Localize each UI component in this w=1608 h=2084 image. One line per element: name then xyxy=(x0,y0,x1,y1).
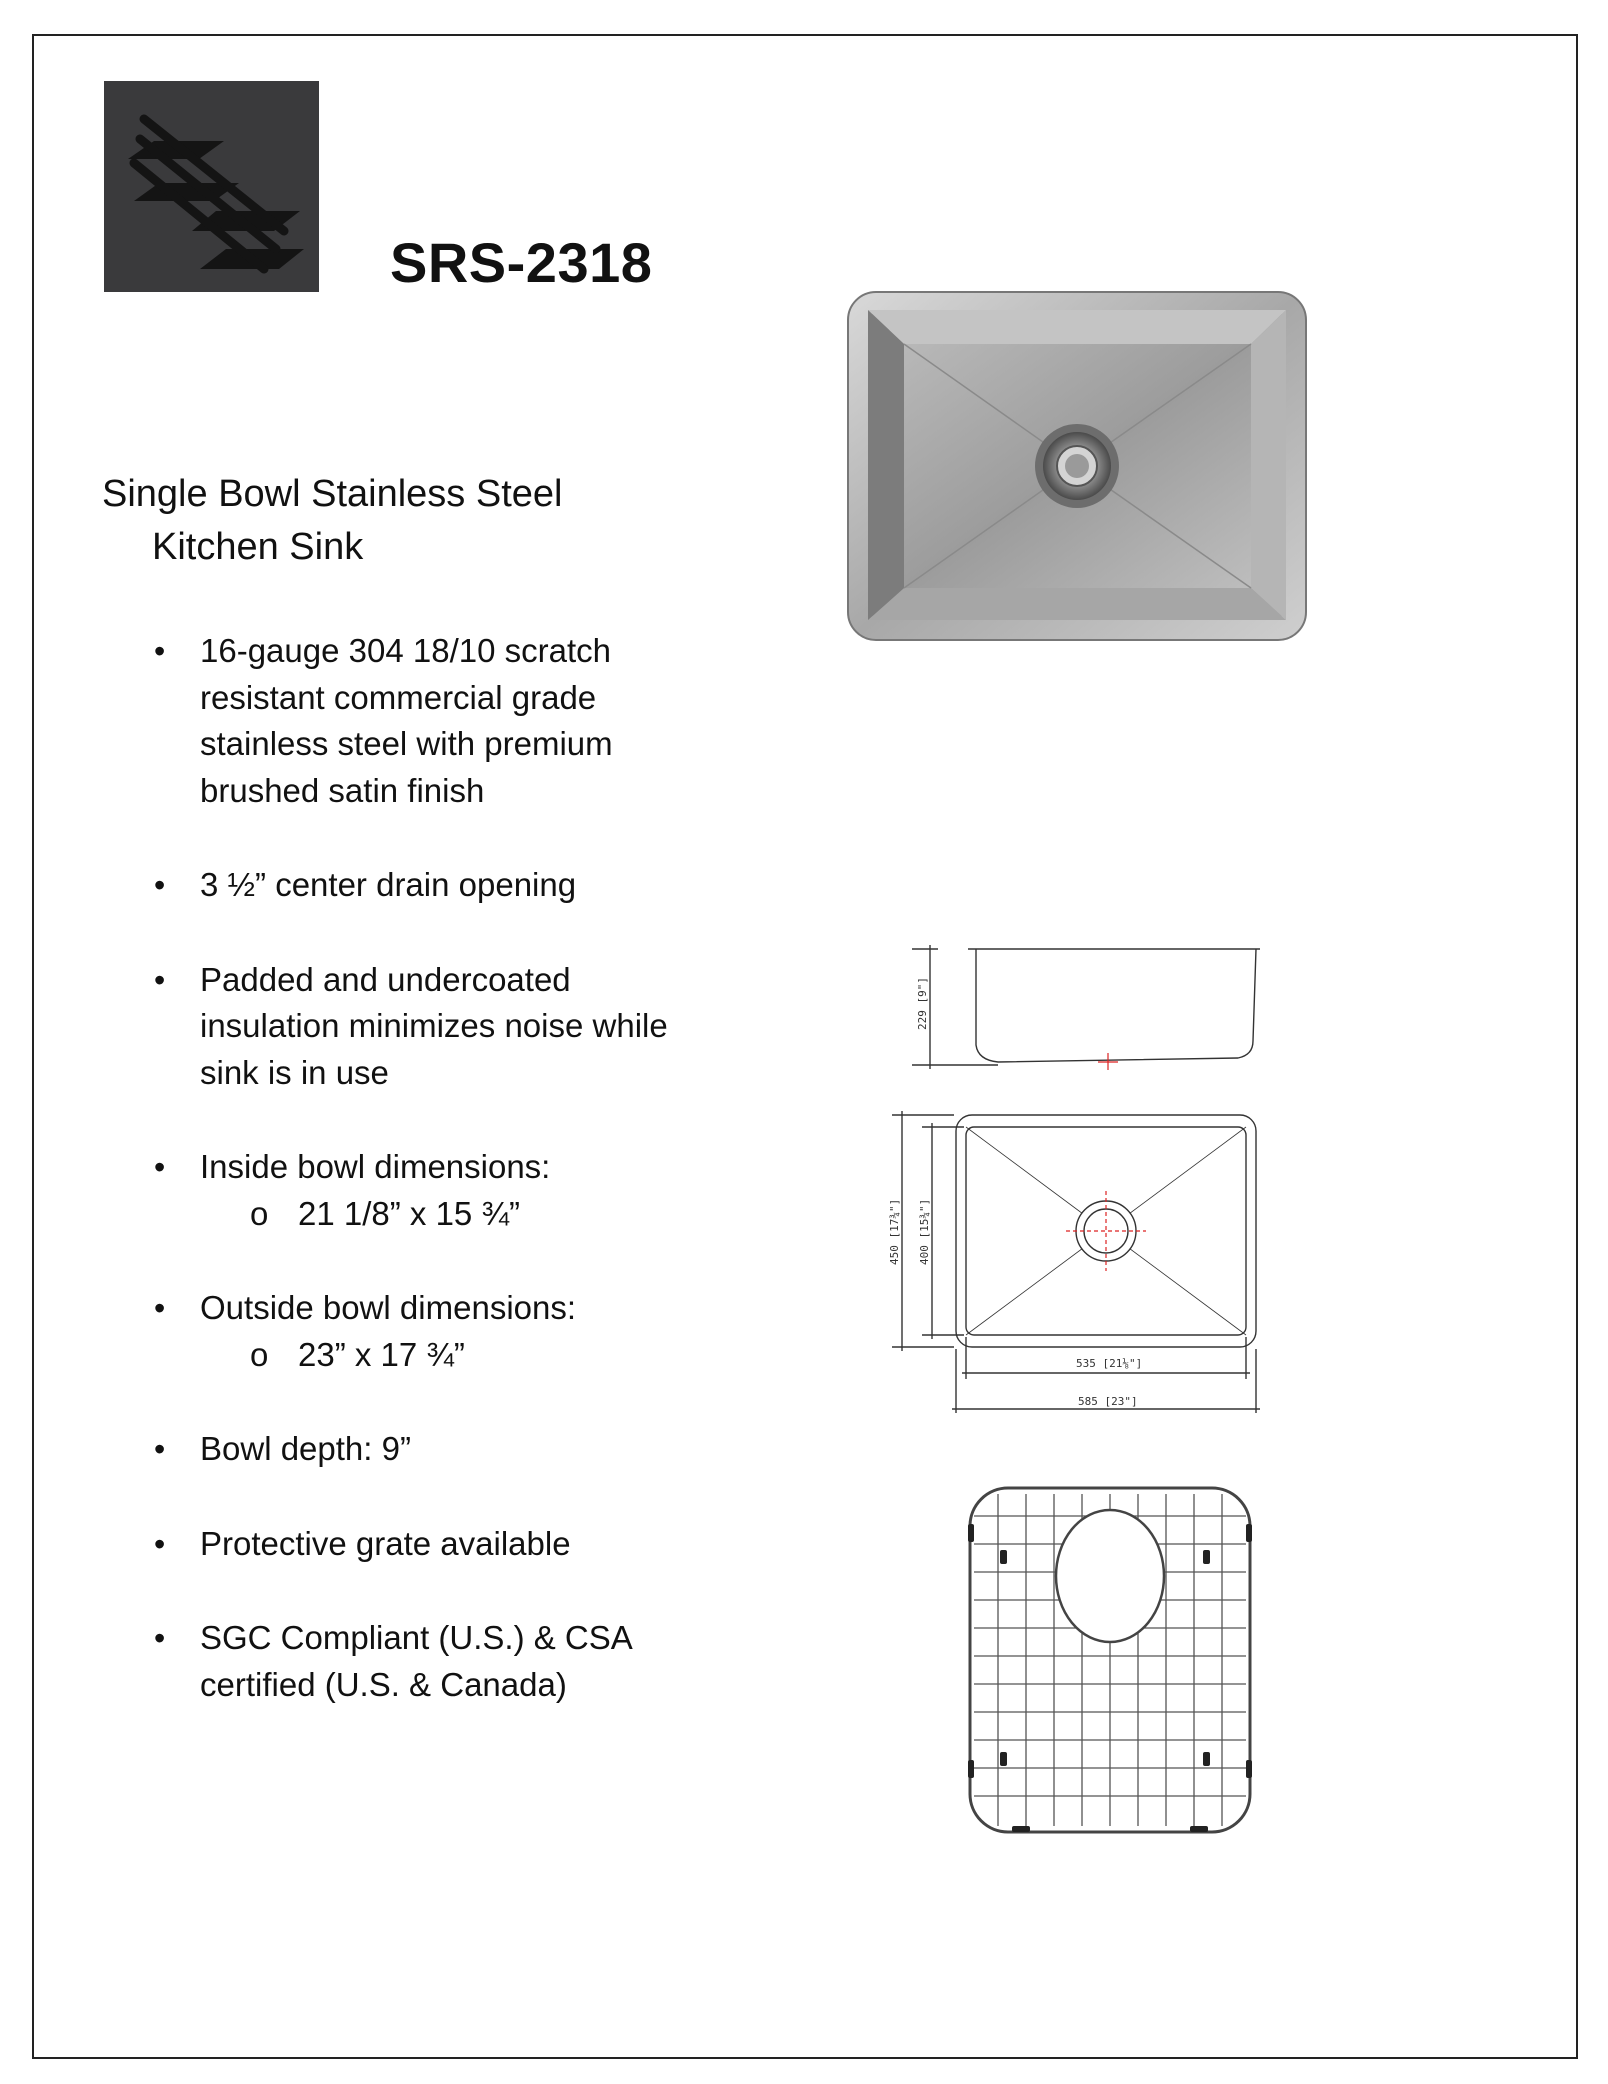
feature-text: Bowl depth: 9” xyxy=(200,1430,411,1467)
inner-width-label: 535 [21⅛"] xyxy=(1076,1357,1143,1370)
feature-text: 3 ½” center drain opening xyxy=(200,866,577,903)
bullet-icon: • xyxy=(154,1620,166,1656)
feature-list xyxy=(150,628,670,1708)
feature-item xyxy=(150,1521,670,1568)
sub-bullet-icon: o xyxy=(250,1194,269,1232)
feature-text: Protective grate available xyxy=(200,1524,571,1562)
bullet-icon: • xyxy=(154,867,166,903)
feature-item xyxy=(150,1144,670,1191)
sub-bullet-icon: o xyxy=(250,1335,269,1373)
feature-item xyxy=(150,862,670,909)
outer-width-label: 585 [23"] xyxy=(1078,1395,1138,1408)
feature-subitem xyxy=(150,1191,670,1238)
bullet-icon: • xyxy=(154,633,166,669)
product-title-line2: Kitchen Sink xyxy=(152,526,364,568)
bullet-icon: • xyxy=(154,1149,166,1185)
depth-dimension-label: 229 [9"] xyxy=(916,977,929,1030)
outer-height-label: 450 [17¾"] xyxy=(888,1198,901,1265)
sink-top-view-drawing xyxy=(880,1105,1270,1420)
sink-photo xyxy=(846,290,1308,642)
feature-text: SGC Compliant (U.S.) & CSA certified (U.S. & Canada) xyxy=(200,1619,631,1703)
sink-side-view-drawing xyxy=(898,935,1268,1070)
feature-subtext: 21 1/8” x 15 ¾” xyxy=(298,1194,520,1232)
bullet-icon: • xyxy=(154,1525,166,1562)
bullet-icon: • xyxy=(154,1290,166,1326)
feature-item xyxy=(150,1285,670,1332)
product-title xyxy=(102,468,662,574)
brand-logo-icon xyxy=(104,81,319,292)
protective-grate-drawing xyxy=(960,1480,1260,1840)
feature-text: Outside bowl dimensions: xyxy=(200,1289,577,1326)
feature-subitem xyxy=(150,1332,670,1379)
product-title-line1: Single Bowl Stainless Steel xyxy=(102,473,563,515)
inner-height-label: 400 [15¾"] xyxy=(918,1198,931,1265)
model-number: SRS-2318 xyxy=(390,231,653,294)
feature-text: Inside bowl dimensions: xyxy=(200,1148,551,1185)
feature-text: Padded and undercoated insulation minimizes noise while sink is in use xyxy=(200,960,668,1091)
bullet-icon: • xyxy=(154,1431,166,1467)
feature-subtext: 23” x 17 ¾” xyxy=(298,1335,465,1373)
feature-text: 16-gauge 304 18/10 scratch resistant commercial grade stainless steel with premium brushed satin finish xyxy=(200,632,613,809)
bullet-icon: • xyxy=(154,961,166,998)
feature-item xyxy=(150,957,670,1097)
brand-logo xyxy=(104,81,319,292)
feature-item xyxy=(150,628,670,814)
feature-item xyxy=(150,1426,670,1473)
feature-item xyxy=(150,1615,670,1708)
